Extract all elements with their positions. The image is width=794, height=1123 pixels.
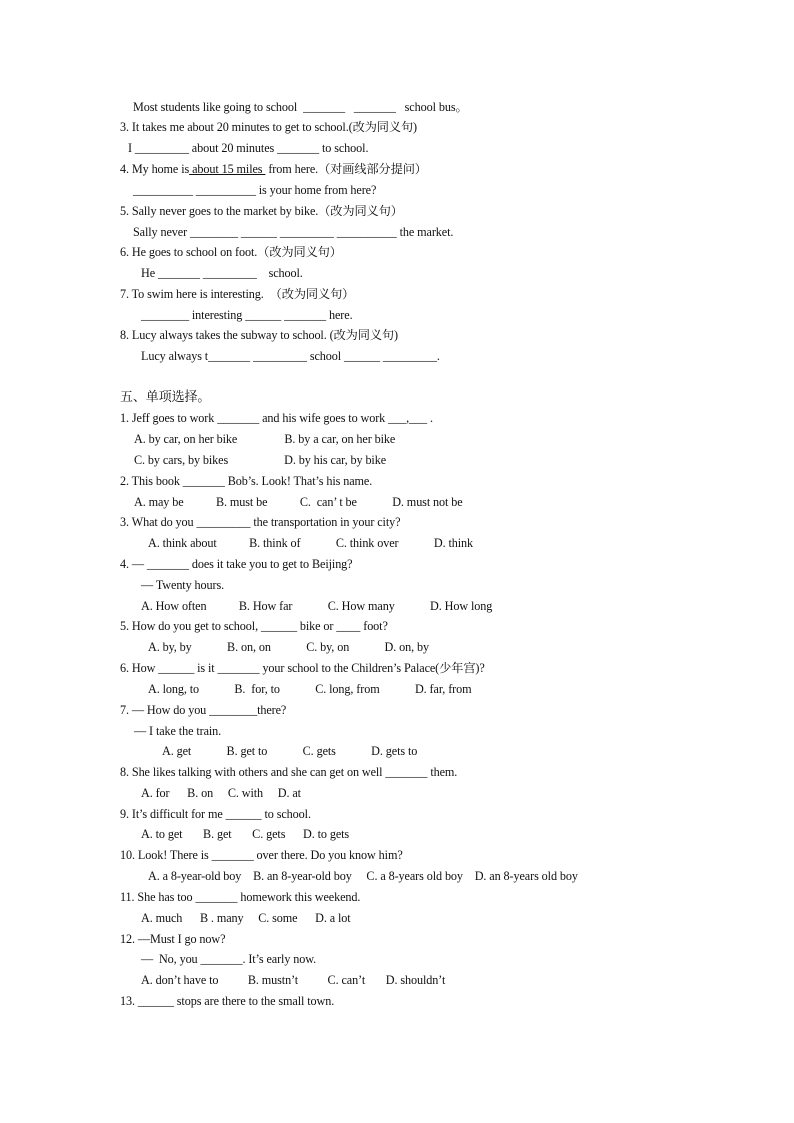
- q3-prompt: 3. It takes me about 20 minutes to get to school.(改为同义句): [120, 120, 418, 134]
- mc-q3-options: A. think about B. think of C. think over D. think: [148, 536, 474, 550]
- mc-q10-options: A. a 8-year-old boy B. an 8-year-old boy C. a 8-years old boy D. an 8-years old boy: [148, 869, 578, 883]
- mc-q10-stem: 10. Look! There is _______ over there. Do you know him?: [120, 848, 403, 862]
- mc-q2-stem: 2. This book _______ Bob’s. Look! That’s his name.: [120, 474, 373, 488]
- mc-q12-line2: — No, you _______. It’s early now.: [141, 952, 317, 966]
- q4-prompt-post: from here.（对画线部分提问）: [265, 162, 427, 176]
- q8-prompt: 8. Lucy always takes the subway to school. (改为同义句): [120, 328, 398, 342]
- mc-q4-line2: — Twenty hours.: [141, 578, 225, 592]
- mc-q12-options: A. don’t have to B. mustn’t C. can’t D. shouldn’t: [141, 973, 446, 987]
- q4-prompt: [120, 161, 427, 177]
- q6-answer: He _______ _________ school.: [141, 266, 303, 280]
- mc-q5-options: A. by, by B. on, on C. by, on D. on, by: [148, 640, 430, 654]
- mc-q11-options: A. much B . many C. some D. a lot: [141, 911, 351, 925]
- q8-answer: Lucy always t_______ _________ school ______ _________.: [141, 349, 440, 363]
- mc-q4-options: A. How often B. How far C. How many D. How long: [141, 599, 493, 613]
- mc-q1-options-2: C. by cars, by bikes D. by his car, by bike: [134, 453, 387, 467]
- mc-q4-stem: 4. — _______ does it take you to get to Beijing?: [120, 557, 353, 571]
- mc-q13-stem: 13. ______ stops are there to the small town.: [120, 994, 335, 1008]
- q4-prompt-underlined: about 15 miles: [189, 162, 266, 176]
- q2-tail: Most students like going to school _______ _______ school bus。: [133, 100, 468, 114]
- q7-prompt: 7. To swim here is interesting. （改为同义句）: [120, 287, 355, 301]
- q7-answer: ________ interesting ______ _______ here.: [141, 308, 353, 322]
- mc-q1-options-1: A. by car, on her bike B. by a car, on her bike: [134, 432, 396, 446]
- mc-q8-options: A. for B. on C. with D. at: [141, 786, 301, 800]
- mc-q8-stem: 8. She likes talking with others and she can get on well _______ them.: [120, 765, 458, 779]
- mc-q3-stem: 3. What do you _________ the transportation in your city?: [120, 515, 401, 529]
- mc-q2-options: A. may be B. must be C. can’ t be D. must not be: [134, 495, 463, 509]
- mc-q11-stem: 11. She has too _______ homework this weekend.: [120, 890, 361, 904]
- mc-q6-options: A. long, to B. for, to C. long, from D. far, from: [148, 682, 472, 696]
- mc-q1-stem: 1. Jeff goes to work _______ and his wife goes to work ___,___ .: [120, 411, 433, 425]
- q6-prompt: 6. He goes to school on foot.（改为同义句）: [120, 245, 342, 259]
- mc-q7-line2: — I take the train.: [134, 724, 222, 738]
- q4-prompt-pre: 4. My home is: [120, 162, 190, 176]
- q5-answer: Sally never ________ ______ _________ __________ the market.: [133, 225, 454, 239]
- mc-q6-stem: 6. How ______ is it _______ your school to the Children’s Palace(少年宫)?: [120, 661, 485, 675]
- mc-q9-options: A. to get B. get C. gets D. to gets: [141, 827, 350, 841]
- q4-answer: __________ __________ is your home from here?: [133, 183, 377, 197]
- section-heading: 五、单项选择。: [120, 389, 211, 404]
- mc-q12-stem: 12. —Must I go now?: [120, 932, 226, 946]
- mc-q9-stem: 9. It’s difficult for me ______ to school.: [120, 807, 311, 821]
- mc-q7-stem: 7. — How do you ________there?: [120, 703, 287, 717]
- mc-q7-options: A. get B. get to C. gets D. gets to: [162, 744, 418, 758]
- mc-q5-stem: 5. How do you get to school, ______ bike or ____ foot?: [120, 619, 388, 633]
- q5-prompt: 5. Sally never goes to the market by bike.（改为同义句）: [120, 204, 403, 218]
- q3-answer: I _________ about 20 minutes _______ to school.: [128, 141, 369, 155]
